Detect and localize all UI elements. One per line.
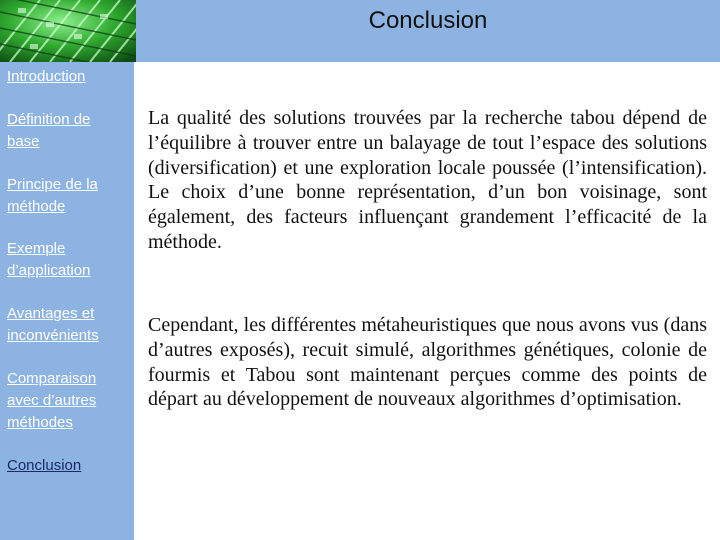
sidebar-nav xyxy=(0,62,134,540)
conclusion-paragraph-1: La qualité des solutions trouvées par la recherche tabou dépend de l’équilibre à trouver entre un balayage de tout l’espace des solutions (diversification) et une exploration locale poussée (l’intensification). Le choix d’une bonne représentation, d’un bon voisinage, sont également, des facteurs influençant grandement l’efficacité de la méthode. xyxy=(148,107,707,253)
sidebar-item-conclusion[interactable]: Conclusion xyxy=(7,457,82,474)
sidebar-item-principe[interactable]: Principe de la méthode xyxy=(7,176,98,215)
sidebar-item-comparaison[interactable]: Comparaison avec d’autres méthodes xyxy=(7,370,97,431)
slide-header xyxy=(0,0,720,62)
green-circuit-board-logo xyxy=(0,0,136,62)
conclusion-paragraph-2: Cependant, les différentes métaheuristiques que nous avons vus (dans d’autres exposés), recuit simulé, algorithmes génétiques, colonie de fourmis et Tabou sont maintenant perçues comme des points de départ au développement de nouveaux algorithmes d’optimisation. xyxy=(148,314,707,411)
sidebar-item-definition[interactable]: Définition de base xyxy=(7,111,91,150)
sidebar-item-exemple[interactable]: Exemple d’application xyxy=(7,240,91,279)
circuit-board-graphic xyxy=(0,0,136,62)
sidebar-item-avantages[interactable]: Avantages et inconvénients xyxy=(7,305,99,344)
slide-title: Conclusion xyxy=(368,7,488,34)
sidebar-item-introduction[interactable]: Introduction xyxy=(7,68,86,85)
